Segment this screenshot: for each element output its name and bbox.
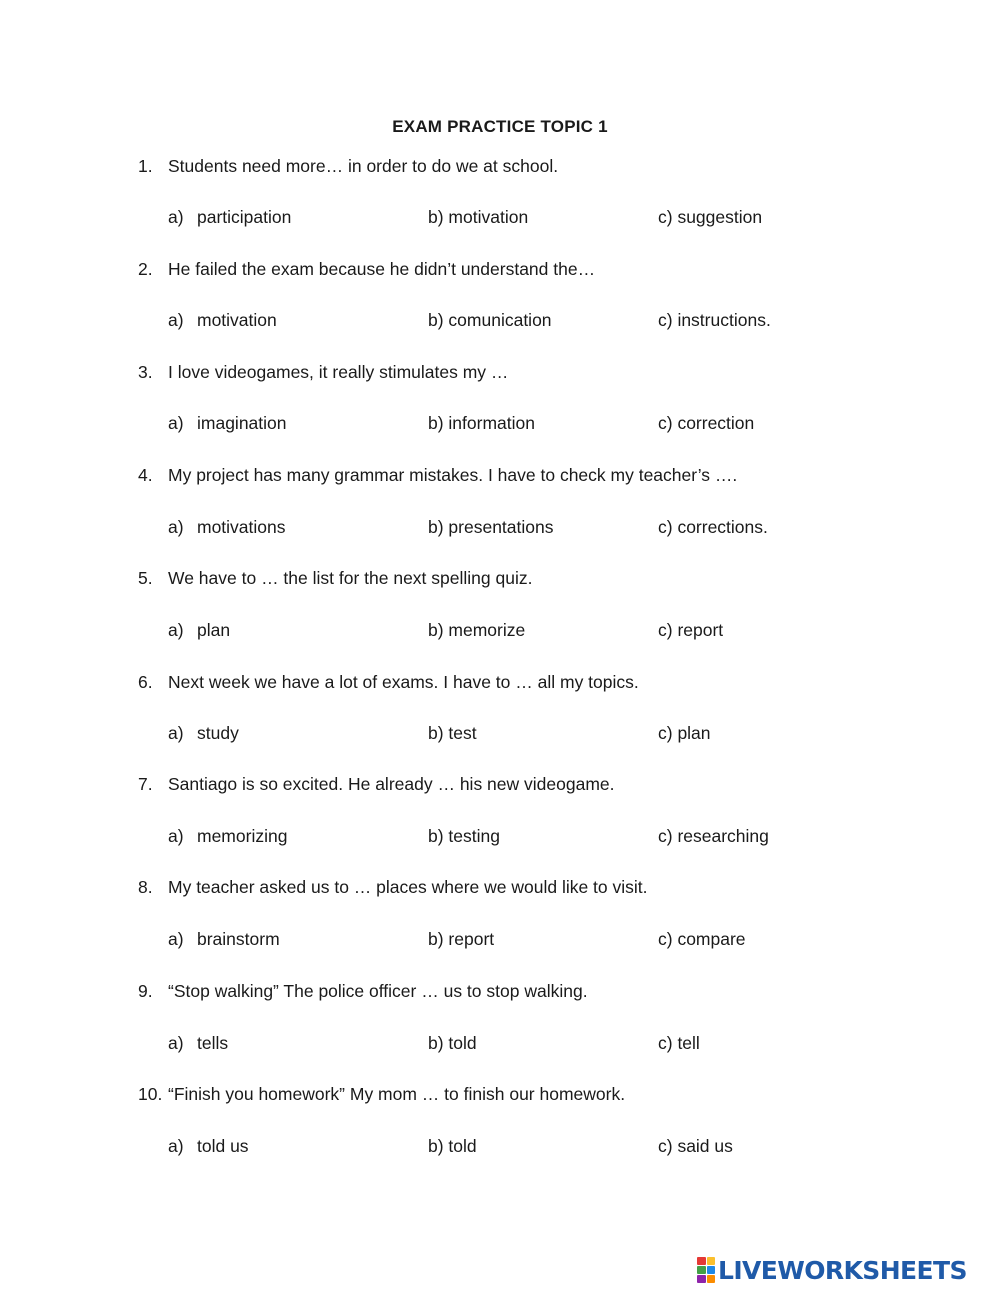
q2-option-c: c) instructions. — [658, 310, 771, 330]
q3-option-b: b) information — [428, 413, 535, 433]
logo-badge-icon — [697, 1257, 715, 1283]
badge-block — [697, 1257, 706, 1265]
question-text: “Finish you homework” My mom … to finish our homework. — [168, 1084, 626, 1104]
option-text: motivations — [197, 517, 286, 537]
option-letter: a) — [168, 826, 184, 846]
question-number: 9. — [138, 981, 153, 1001]
liveworksheets-logo — [697, 1255, 967, 1285]
option-text: participation — [197, 207, 292, 227]
question-text: My teacher asked us to … places where we would like to visit. — [168, 877, 648, 897]
option-text: tells — [197, 1033, 229, 1053]
question-text: My project has many grammar mistakes. I have to check my teacher’s …. — [168, 465, 738, 485]
question-6 — [138, 672, 639, 693]
question-5 — [138, 568, 532, 589]
option-text: told us — [197, 1136, 249, 1156]
q4-option-b: b) presentations — [428, 517, 554, 537]
q6-option-b: b) test — [428, 723, 477, 743]
q5-option-a — [168, 620, 230, 641]
q3-option-a — [168, 413, 287, 434]
q8-option-c: c) compare — [658, 929, 746, 949]
q7-option-b: b) testing — [428, 826, 500, 846]
question-7 — [138, 774, 615, 795]
badge-block — [707, 1275, 716, 1283]
question-10 — [138, 1084, 625, 1105]
question-number: 3. — [138, 362, 153, 382]
q6-option-c: c) plan — [658, 723, 711, 743]
badge-block — [697, 1266, 706, 1274]
question-text: Students need more… in order to do we at school. — [168, 156, 559, 176]
question-3 — [138, 362, 508, 383]
question-text: “Stop walking” The police officer … us to stop walking. — [168, 981, 588, 1001]
question-text: I love videogames, it really stimulates my … — [168, 362, 509, 382]
q2-option-a — [168, 310, 277, 331]
question-number: 8. — [138, 877, 153, 897]
q9-option-a — [168, 1033, 228, 1054]
option-text: brainstorm — [197, 929, 280, 949]
option-letter: a) — [168, 517, 184, 537]
q7-option-c: c) researching — [658, 826, 769, 846]
badge-block — [707, 1266, 716, 1274]
question-number: 4. — [138, 465, 153, 485]
logo-text: LIVEWORKSHEETS — [718, 1255, 967, 1285]
option-text: plan — [197, 620, 231, 640]
question-number: 10. — [138, 1084, 163, 1104]
option-text: study — [197, 723, 239, 743]
q1-option-c: c) suggestion — [658, 207, 763, 227]
question-8 — [138, 877, 648, 898]
option-letter: a) — [168, 207, 184, 227]
question-1 — [138, 156, 558, 177]
q2-option-b: b) comunication — [428, 310, 552, 330]
badge-block — [697, 1275, 706, 1283]
worksheet-title: EXAM PRACTICE TOPIC 1 — [392, 117, 608, 136]
q5-option-c: c) report — [658, 620, 724, 640]
question-2 — [138, 259, 595, 280]
q1-option-b: b) motivation — [428, 207, 529, 227]
option-letter: a) — [168, 1033, 184, 1053]
question-number: 2. — [138, 259, 153, 279]
q10-option-a — [168, 1136, 249, 1157]
option-letter: a) — [168, 310, 184, 330]
q1-option-a — [168, 207, 291, 228]
question-number: 7. — [138, 774, 153, 794]
question-number: 1. — [138, 156, 153, 176]
q5-option-b: b) memorize — [428, 620, 526, 640]
question-text: He failed the exam because he didn’t understand the… — [168, 259, 596, 279]
option-letter: a) — [168, 413, 184, 433]
question-9 — [138, 981, 588, 1002]
option-letter: a) — [168, 929, 184, 949]
q9-option-b: b) told — [428, 1033, 477, 1053]
q4-option-a — [168, 517, 286, 538]
q10-option-b: b) told — [428, 1136, 477, 1156]
badge-block — [707, 1257, 716, 1265]
q8-option-b: b) report — [428, 929, 495, 949]
option-text: memorizing — [197, 826, 288, 846]
q10-option-c: c) said us — [658, 1136, 733, 1156]
question-text: We have to … the list for the next spelling quiz. — [168, 568, 533, 588]
option-letter: a) — [168, 620, 184, 640]
q6-option-a — [168, 723, 239, 744]
question-4 — [138, 465, 737, 486]
question-number: 5. — [138, 568, 153, 588]
option-letter: a) — [168, 1136, 184, 1156]
q9-option-c: c) tell — [658, 1033, 700, 1053]
option-letter: a) — [168, 723, 184, 743]
q8-option-a — [168, 929, 280, 950]
question-number: 6. — [138, 672, 153, 692]
option-text: imagination — [197, 413, 287, 433]
question-text: Santiago is so excited. He already … his new videogame. — [168, 774, 615, 794]
q7-option-a — [168, 826, 287, 847]
option-text: motivation — [197, 310, 277, 330]
question-text: Next week we have a lot of exams. I have to … all my topics. — [168, 672, 639, 692]
q3-option-c: c) correction — [658, 413, 755, 433]
q4-option-c: c) corrections. — [658, 517, 768, 537]
